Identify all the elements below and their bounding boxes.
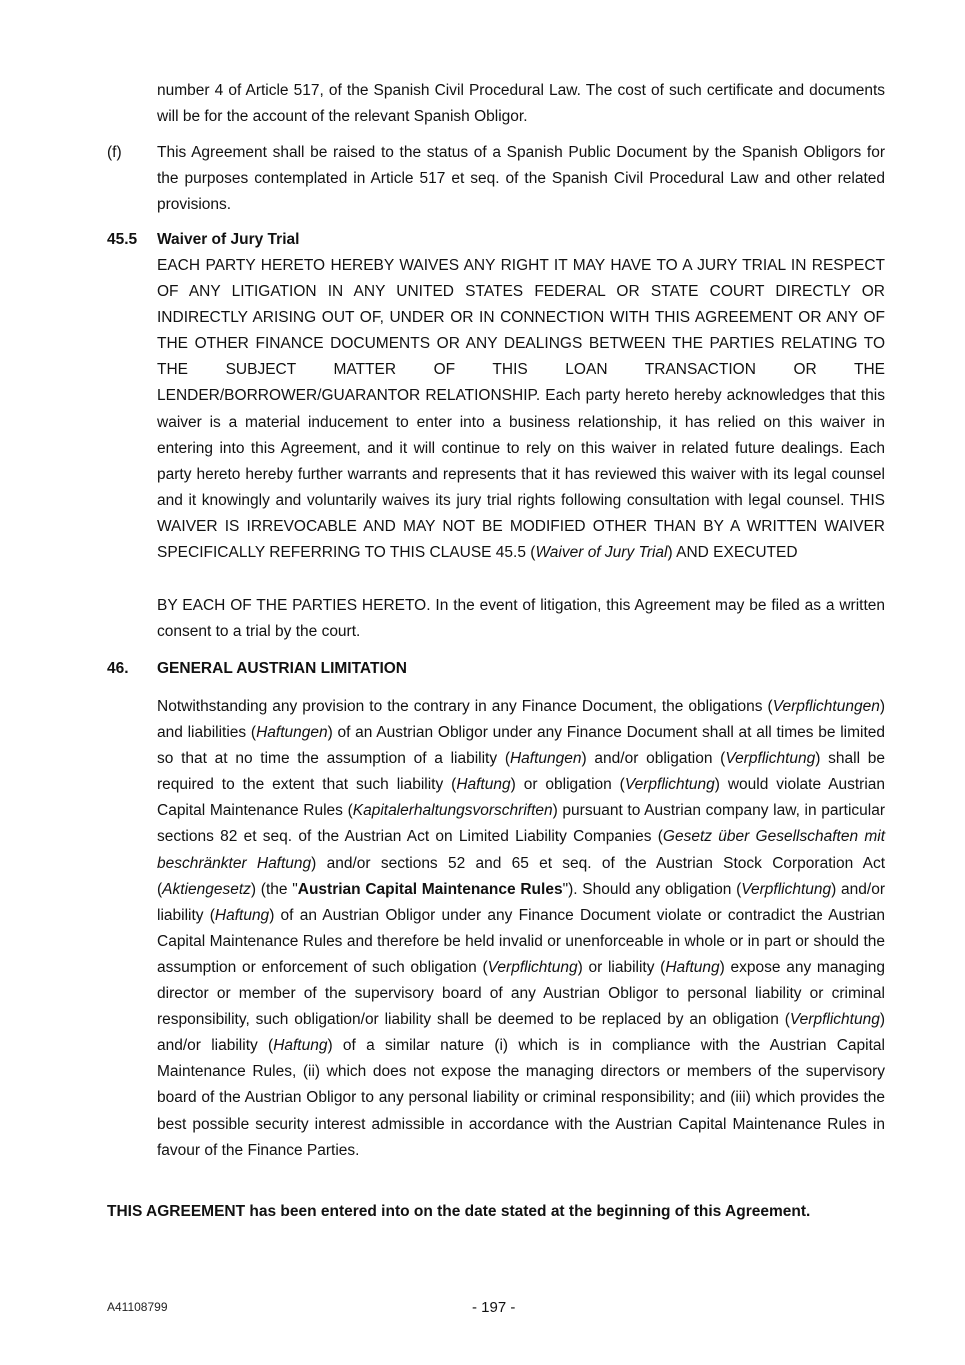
section-45-5-title: Waiver of Jury Trial — [157, 231, 300, 248]
italic-term: Haftungen — [256, 724, 328, 742]
text-run: ) of an Austrian Obligor under any Finance Document violate or contradict the Austrian Capital Maintenance Rules and therefore be held invalid or unenforceable in whole or in part or should the assumption or enforcement of such obligation ( — [157, 906, 885, 976]
item-f-label: (f) — [107, 144, 122, 161]
text-run: ) and/or liability ( — [157, 880, 885, 924]
text-run: ) expose any managing director or member of the supervisory board of any Austrian Obligor to personal liability or criminal responsibility, such obligation/or liability shall be deemed to be replaced by an obligation ( — [157, 958, 885, 1029]
text-run: Notwithstanding any provision to the contrary in any Finance Document, the obligations ( — [157, 698, 773, 715]
text-run: ) of a similar nature (i) which is in compliance with the Austrian Capital Maintenance Rules, (ii) which does not expose the managing directors or members of the supervisory board of the Austrian Obligor to any personal liability or criminal responsibility; and (iii) which provides the best possible security interest admissible in accordance with the Austrian Capital Maintenance Rules in favour of the Finance Parties. — [157, 1037, 885, 1159]
italic-term: Verpflichtung — [725, 750, 816, 768]
document-reference: A41108799 — [107, 1300, 168, 1314]
italic-term: Verpflichtung — [741, 880, 832, 898]
page-number: - 197 - — [472, 1299, 516, 1316]
waiver-text: EACH PARTY HERETO HEREBY WAIVES ANY RIGHT IT MAY HAVE TO A JURY TRIAL IN RESPECT OF ANY LITIGATION IN ANY UNITED STATES FEDERAL OR STATE COURT DIRECTLY OR INDIRECTLY ARISING OUT OF, UNDER OR IN CONNECTION WITH THIS AGREEMENT OR ANY OF THE OTHER FINANCE DOCUMENTS OR ANY DEALINGS BETWEEN THE PARTIES RELATING TO THE SUBJECT MATTER OF THIS LOAN TRANSACTION OR THE LENDER/BORROWER/GUARANTOR RELATIONSHIP. Each party hereto hereby acknowledges that this waiver is a material inducement to enter into a business relationship, it has relied on this waiver in entering into this Agreement, and it will continue to rely on this waiver in related future dealings. Each party hereto hereby further warrants and represents that it has reviewed this waiver with its legal counsel and it knowingly and voluntarily waives its jury trial rights following consultation with legal counsel. THIS WAIVER IS IRREVOCABLE AND MAY NOT BE MODIFIED OTHER THAN BY A WRITTEN WAIVER SPECIFICALLY REFERRING TO THIS CLAUSE 45.5 ( — [157, 257, 885, 562]
italic-term: Verpflichtung — [789, 1011, 880, 1029]
text-run: ) or obligation ( — [510, 776, 625, 794]
italic-term: Haftungen — [509, 750, 582, 768]
text-run: ) and liabilities ( — [157, 698, 885, 742]
text-run: ) or liability ( — [577, 958, 666, 976]
austrian-limitation-paragraph — [157, 694, 885, 1164]
waiver-paragraph — [157, 253, 885, 566]
text-run: ) of an Austrian Obligor under any Finance Document shall at all times be limited so that at no time the assumption of a liability ( — [157, 724, 885, 768]
section-46-number: 46. — [107, 660, 129, 677]
section-45-5-number: 45.5 — [107, 231, 138, 248]
continuation-paragraph: number 4 of Article 517, of the Spanish Civil Procedural Law. The cost of such certificate and documents will be for the account of the relevant Spanish Obligor. — [157, 82, 885, 126]
item-f-paragraph: This Agreement shall be raised to the status of a Spanish Public Document by the Spanish Obligors for the purposes contemplated in Article 517 et seq. of the Spanish Civil Procedural Law and other related provisions. — [157, 144, 885, 214]
text-run: ) (the " — [250, 880, 298, 898]
italic-term: Verpflichtung — [487, 958, 578, 976]
italic-term: Haftung — [273, 1037, 328, 1055]
italic-term: Verpflichtung — [624, 776, 715, 794]
text-run: ) would violate Austrian Capital Maintenance Rules ( — [157, 776, 886, 820]
text-run: "). Should any obligation ( — [562, 880, 742, 898]
text-run: ) pursuant to Austrian company law, in particular sections 82 et seq. of the Austrian Act on Limited Liability Companies ( — [157, 802, 885, 846]
italic-term: Gesetz über Gesellschaften mit beschränkter Haftung — [157, 828, 885, 872]
italic-term: Verpflichtungen — [772, 698, 880, 715]
section-46-title: GENERAL AUSTRIAN LIMITATION — [157, 660, 407, 677]
waiver-clause-ref: Waiver of Jury Trial — [535, 544, 668, 562]
text-run: ) and/or obligation ( — [581, 750, 726, 768]
italic-term: Haftung — [456, 776, 511, 794]
waiver-paragraph-continued: BY EACH OF THE PARTIES HERETO. In the event of litigation, this Agreement may be filed as a written consent to a trial by the court. — [157, 597, 885, 641]
text-run: ) and/or sections 52 and 65 et seq. of the Austrian Stock Corporation Act ( — [157, 854, 886, 898]
text-run: ) and/or liability ( — [157, 1011, 885, 1055]
italic-term: Haftung — [665, 958, 720, 976]
italic-term: Aktiengesetz — [162, 880, 251, 898]
italic-term: Kapitalerhaltungsvorschriften — [352, 802, 553, 820]
defined-term: Austrian Capital Maintenance Rules — [297, 880, 563, 898]
waiver-text-end: ) AND EXECUTED — [667, 544, 798, 562]
italic-term: Haftung — [214, 906, 270, 924]
text-run: ) shall be required to the extent that such liability ( — [157, 750, 885, 794]
closing-statement: THIS AGREEMENT has been entered into on the date stated at the beginning of this Agreement. — [107, 1203, 811, 1220]
